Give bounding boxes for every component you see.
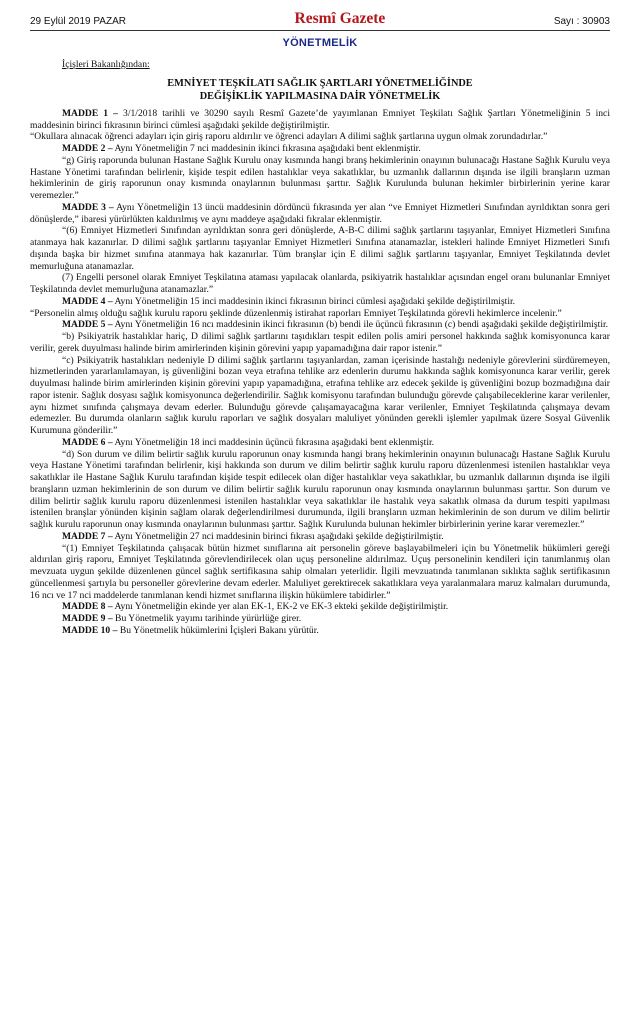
article-heading: MADDE 9 – xyxy=(62,613,113,624)
paragraph-text: Aynı Yönetmeliğin 15 inci maddesinin ikinci fıkrasının birinci cümlesi aşağıdaki şekilde değiştirilmiştir. xyxy=(112,295,516,307)
paragraph-text: Bu Yönetmelik hükümlerini İçişleri Bakanı yürütür. xyxy=(117,624,319,636)
paragraph xyxy=(30,308,610,320)
paragraph xyxy=(30,108,610,132)
paragraph xyxy=(30,319,610,331)
regulation-title xyxy=(30,77,610,103)
paragraph xyxy=(30,601,610,613)
regulation-title-line: EMNİYET TEŞKİLATI SAĞLIK ŞARTLARI YÖNETMELİĞİNDE xyxy=(167,77,473,89)
article-heading: MADDE 7 – xyxy=(62,530,113,542)
article-heading: MADDE 4 – xyxy=(62,295,113,307)
document-body xyxy=(30,59,610,637)
paragraph xyxy=(30,355,610,437)
paragraph-text: (7) Engelli personel olarak Emniyet Teşkilatına ataması yapılacak olanlarda, psikiyatrik hastalıklar açısından engel oranı bulunanlar Emniyet Teşkilatında devlet memurluğuna atanamazlar.” xyxy=(30,272,610,295)
paragraph xyxy=(30,143,610,155)
ministry-name: İçişleri Bakanlığından: xyxy=(62,59,150,70)
paragraph xyxy=(30,296,610,308)
paragraph-text: Aynı Yönetmeliğin 7 nci maddesinin ikinci fıkrasına aşağıdaki bent eklenmiştir. xyxy=(112,143,421,154)
paragraph xyxy=(30,202,610,226)
paragraph xyxy=(30,155,610,202)
header-rule xyxy=(30,30,610,31)
article-heading: MADDE 6 – xyxy=(62,436,113,448)
article-heading: MADDE 5 – xyxy=(62,319,113,331)
page-header xyxy=(30,6,610,28)
article-heading: MADDE 3 – xyxy=(62,201,114,213)
paragraph-text: Aynı Yönetmeliğin 13 üncü maddesinin dördüncü fıkrasında yer alan “ve Emniyet Hizmetleri Sınıfından ayrıldıktan sonra geri dönüşlerde,” ibaresi yürürlükten kaldırılmış ve aynı maddeye aşağıdaki fıkralar eklenmiştir. xyxy=(30,201,610,225)
paragraph xyxy=(30,131,610,143)
paragraph-text: Aynı Yönetmeliğin 18 inci maddesinin üçüncü fıkrasına aşağıdaki bent eklenmiştir. xyxy=(112,436,435,448)
gazette-title: Resmî Gazete xyxy=(294,10,386,27)
paragraph xyxy=(30,543,610,602)
paragraph xyxy=(30,531,610,543)
paragraph xyxy=(30,225,610,272)
paragraph xyxy=(30,331,610,355)
paragraph xyxy=(30,613,610,625)
regulation-title-line: DEĞİŞİKLİK YAPILMASINA DAİR YÖNETMELİK xyxy=(199,90,441,102)
issue-date: 29 Eylül 2019 PAZAR xyxy=(30,16,126,27)
section-heading: YÖNETMELİK xyxy=(282,37,358,49)
paragraph xyxy=(30,625,610,637)
article-heading: MADDE 2 – xyxy=(62,143,113,154)
article-heading: MADDE 1 – xyxy=(62,107,118,119)
paragraph-text: “b) Psikiyatrik hastalıklar hariç, D dilimi sağlık şartlarını taşıdıkları tespit edilen polis amiri personel hakkında sağlık komisyonunca karar verilir, gerek duyulması halinde birim amirlerinden kişinin görevini yapıp yapamadığına dair rapor istenir.” xyxy=(30,331,610,354)
paragraph-text: “(6) Emniyet Hizmetleri Sınıfından ayrıldıktan sonra geri dönüşlerde, A-B-C dilimi sağlık şartlarını taşıyanlar, Emniyet Hizmetleri Sınıfına atanmaya hak kazanırlar. D dilimi sağlık şartlarını taşıyanlar Emniyet Hizmetleri Sınıfına atanamazlar, istekleri halinde Emniyet Hizmetleri Sınıfı dışında başka bir hizmet sınıfına atanmaya hak kazanırlar. Tüm branşlar için E dilimi sağlık şartlarını taşıyanlar, Emniyet Teşkilatında devlet memurluğuna atanamazlar. xyxy=(30,225,610,272)
paragraph xyxy=(30,449,610,531)
paragraph-text: 3/1/2018 tarihli ve 30290 sayılı Resmî Gazete’de yayımlanan Emniyet Teşkilatı Sağlık Şartları Yönetmeliğinin 5 inci maddesinin birinci fıkrasının birinci cümlesi aşağıdaki şekilde değiştirilmiştir. xyxy=(30,107,610,131)
paragraph xyxy=(30,437,610,449)
paragraph-text: Aynı Yönetmeliğin ekinde yer alan EK-1, EK-2 ve EK-3 ekteki şekilde değiştirilmiştir. xyxy=(112,601,449,613)
paragraph-text: Aynı Yönetmeliğin 27 nci maddesinin birinci fıkrası aşağıdaki şekilde değiştirilmiştir. xyxy=(112,530,444,542)
paragraph-text: Aynı Yönetmeliğin 16 ncı maddesinin ikinci fıkrasının (b) bendi ile üçüncü fıkrasının (c) bendi aşağıdaki şekilde değiştirilmiştir. xyxy=(112,319,609,331)
paragraph-text: “Personelin almış olduğu sağlık kurulu raporu şeklinde düzenlenmiş istirahat raporları Emniyet Teşkilatında görevli hekimlerce incelenir.” xyxy=(30,307,562,319)
paragraph-text: Bu Yönetmelik yayımı tarihinde yürürlüğe girer. xyxy=(112,613,302,624)
issue-number: Sayı : 30903 xyxy=(553,16,610,27)
article-heading: MADDE 8 – xyxy=(62,601,113,613)
paragraph-text: “(1) Emniyet Teşkilatında çalışacak bütün hizmet sınıflarına ait personelin göreve başlayabilmeleri için bu Yönetmelik hükümleri gereği aldırılan giriş raporu, Emniyet Teşkilatında görevlendirilecek olan uçuş personeline aldırılmaz. Uçuş personelinin kendileri için tanımlanmış olan mevzuata uygun şekilde düzenlenen güncel sağlık sertifikasına sahip olmaları yeterlidir. İlgili mevzuatında tanımlanan sıklıkta sağlık sertifikasının güncellenmesi şartıyla bu personeller görevlerine devam ederler. Maluliyet gerektirecek sakatlıklara veya yaralanmalara maruz kalmaları durumunda, 16 ncı ve 17 nci maddelerde tanımlanan kendi hizmet sınıflarına ilişkin hükümlere tabidirler.” xyxy=(30,542,610,601)
paragraph-text: “Okullara alınacak öğrenci adayları için giriş raporu aldırılır ve öğrenci adayları A dilimi sağlık şartlarına uygun olmak zorundadırlar.” xyxy=(30,131,548,143)
article-heading: MADDE 10 – xyxy=(62,624,118,636)
paragraph-text: “g) Giriş raporunda bulunan Hastane Sağlık Kurulu onay kısmında hangi branş hekimlerinin onayının bulunacağı Hastane Sağlık Kurulu veya Hastane Yönetimi tarafından belirlenir, kişide tespit edilen hastalıklar veya sakatlıklar, bu uzmanlık dallarının dışında ise ilgili branşların uzman hekimlerinin de giriş raporunun onay kısmında onaylarının bulunması şarttır. Sağlık Kurulunda bulunan hekimler birbirlerinin yerine karar veremezler.” xyxy=(30,154,610,201)
paragraph-text: “c) Psikiyatrik hastalıkları nedeniyle D dilimi sağlık şartlarını taşıyanlardan, zaman içerisinde hastalığı nedeniyle görevlerini sürdüremeyen, hizmetlerinden yararlanılamayan, iş güvenliğini bozan veya etrafına tehlike arz edenlerin durumu hakkında sağlık komisyonunca karar verilir, gerek duyulması halinde birim amirlerinden kişinin görevini yapıp yapamadığına, etrafına tehlike arz edecek şekilde iş güvenliğini bozup bozmadığına dair rapor istenir. Sağlık dosyası sağlık komisyonunca değerlendirilir. Sağlık komisyonu tarafından bulunduğu görevde çalışabileceklerine karar verilenler, aynı hizmet sınıfında çalışmaya devam ederler. Bulunduğu görevde çalışamayacağına karar verilenler, Emniyet Teşkilatında çalışmaya devam edemezler. Bu durumda olanların sağlık kurulu raporları ve sağlık dosyaları maluliyet yönünden gerekli işlemler yapılmak üzere Sosyal Güvenlik Kurumuna gönderilir.” xyxy=(30,354,610,436)
paragraph-text: “d) Son durum ve dilim belirtir sağlık kurulu raporunun onay kısmında hangi branş hekimlerinin onayının bulunacağı Hastane Sağlık Kurulu veya Hastane Yönetimi tarafından belirlenir, kişi hakkında son durum ve dilim belirtir sağlık kurulu raporu düzenlenmesi istenilen hastalıklar veya sakatlıklar ile Hastane Sağlık Kurulu tarafından kişide tespit edilecek olan diğer hastalıklar veya sakatlıklar, bu uzmanlık dallarının dışında ise ilgili branşların uzman hekimlerinin de son durum ve dilim belirtir sağlık kurulu raporunun onay kısmında onaylarının bulunması şarttır. Son durum ve dilim belirtir sağlık kurulu raporu düzenlenmesi istenilen hastalıklar veya sakatlıklar ile hastalık veya sakatlık olmasa da durum tespiti yapılması istenilen branşlar yönünden kişinin sağlam olarak değerlendirilmesi durumunda, ilgili branşların uzman hekimlerinin de son durum ve dilim belirtir sağlık kurulu raporunun onay kısmında onaylarının bulunması şarttır. Sağlık Kurulunda bulunan hekimler birbirlerinin yerine karar veremezler.” xyxy=(30,448,610,530)
paragraph xyxy=(30,272,610,296)
